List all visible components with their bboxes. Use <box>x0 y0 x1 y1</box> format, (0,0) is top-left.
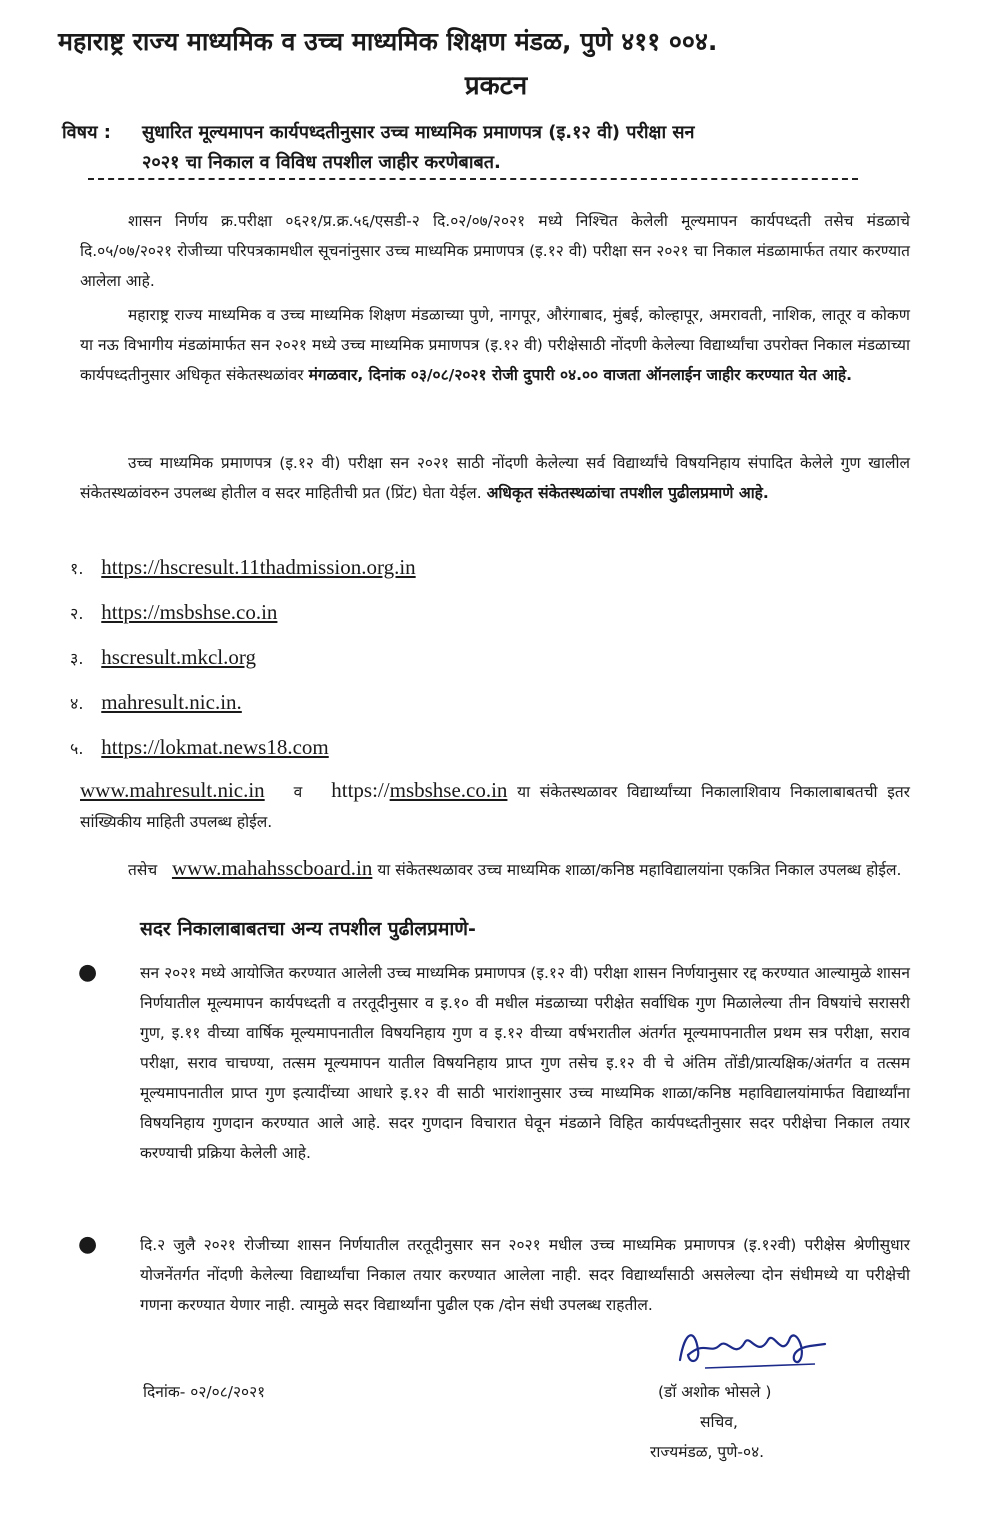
paragraph-2 <box>80 300 910 390</box>
subject-line-1: सुधारित मूल्यमापन कार्यपध्दतीनुसार उच्च माध्यमिक प्रमाणपत्र (इ.१२ वी) परीक्षा सन <box>142 122 695 143</box>
signatory-office: राज्यमंडळ, पुणे-०४. <box>650 1443 765 1461</box>
paragraph-3-bold: अधिकृत संकेतस्थळांचा तपशील पुढीलप्रमाणे आहे. <box>486 484 769 502</box>
issue-date: दिनांक- ०२/०८/२०२१ <box>143 1383 266 1401</box>
subject-block <box>62 118 862 178</box>
paragraph-5-pre: तसेच <box>128 861 158 879</box>
signatory-designation: सचिव, <box>700 1413 738 1431</box>
paragraph-2-text: महाराष्ट्र राज्य माध्यमिक व उच्च माध्यमिक शिक्षण मंडळाच्या पुणे, नागपूर, औरंगाबाद, मुंबई, कोल्हापूर, अमरावती, नाशिक, लातूर व कोकण या नऊ विभागीय मंडळांमार्फत सन २०२१ मध्ये उच्च माध्यमिक प्रमाणपत्र (इ.१२ वी) परीक्षेसाठी नोंदणी केलेल्या विद्यार्थ्यांचा उपरोक्त निकाल मंडळाच्या कार्यपध्दतीनुसार अधिकृत संकेतस्थळांवर <box>80 306 910 384</box>
list-item: ३. hscresult.mkcl.org <box>70 645 257 669</box>
list-item: १. https://hscresult.11thadmission.org.in <box>70 555 416 579</box>
website-link[interactable]: www.mahresult.nic.in <box>80 778 265 802</box>
website-link[interactable]: mahresult.nic.in. <box>101 690 242 714</box>
signatory-name: (डॉ अशोक भोसले ) <box>658 1383 772 1401</box>
website-link[interactable]: www.mahahsscboard.in <box>171 856 373 880</box>
paragraph-4 <box>80 775 910 837</box>
signature-icon <box>650 1320 860 1380</box>
conjunction: व <box>293 783 303 801</box>
website-link[interactable]: https://msbshse.co.in <box>101 600 278 624</box>
board-title: महाराष्ट्र राज्य माध्यमिक व उच्च माध्यमिक शिक्षण मंडळ, पुणे ४११ ००४. <box>58 27 718 56</box>
bullet-icon: ● <box>78 960 98 985</box>
website-list <box>70 550 416 775</box>
paragraph-2-bold: मंगळवार, दिनांक ०३/०८/२०२१ रोजी दुपारी ०४.०० वाजता ऑनलाईन जाहीर करण्यात येत आहे. <box>308 366 853 384</box>
subject-label: विषय : <box>62 122 111 143</box>
url-prefix: https:// <box>331 778 390 802</box>
paragraph-4-text: या संकेतस्थळावर विद्यार्थ्यांच्या निकालाशिवाय निकालाबाबतची इतर सांख्यिकीय माहिती उपलब्ध होईल. <box>80 783 910 831</box>
website-link[interactable]: https://hscresult.11thadmission.org.in <box>101 555 416 579</box>
bullet-point-2: दि.२ जुलै २०२१ रोजीच्या शासन निर्णयातील तरतूदीनुसार सन २०२१ मधील उच्च माध्यमिक प्रमाणपत्र (इ.१२वी) परीक्षेस श्रेणीसुधार योजनेंतर्गत नोंदणी केलेल्या विद्यार्थ्यांचा निकाल तयार करण्यात आलेला नाही. सदर विद्यार्थ्यांसाठी असलेल्या दोन संधीमध्ये या परीक्षेची गणना करण्यात येणार नाही. त्यामुळे सदर विद्यार्थ्यांना पुढील एक /दोन संधी उपलब्ध राहतील. <box>140 1236 910 1314</box>
bullet-icon: ● <box>78 1232 98 1257</box>
section-heading: सदर निकालाबाबतचा अन्य तपशील पुढीलप्रमाणे- <box>140 918 476 940</box>
list-item: ४. mahresult.nic.in. <box>70 690 242 714</box>
paragraph-5-text: या संकेतस्थळावर उच्च माध्यमिक शाळा/कनिष्ठ महाविद्यालयांना एकत्रित निकाल उपलब्ध होईल. <box>377 861 902 879</box>
bullet-point-1: सन २०२१ मध्ये आयोजित करण्यात आलेली उच्च माध्यमिक प्रमाणपत्र (इ.१२ वी) परीक्षा शासन निर्णयानुसार रद्द करण्यात आल्यामुळे शासन निर्णयातील मूल्यमापन कार्यपध्दती व तरतूदीनुसार व इ.१० वी मधील मंडळाच्या परीक्षेत सर्वाधिक गुण मिळालेल्या तीन विषयांचे सरासरी गुण, इ.११ वीच्या वार्षिक मूल्यमापनातील विषयनिहाय गुण व इ.१२ वीच्या वर्षभरातील अंतर्गत मूल्यमापनातील प्रथम सत्र परीक्षा, सराव परीक्षा, सराव चाचण्या, तत्सम मूल्यमापन यातील विषयनिहाय प्राप्त गुण तसेच इ.१२ वी चे अंतिम तोंडी/प्रात्यक्षिक/अंतर्गत व तत्सम मूल्यमापनातील प्राप्त गुण इत्यादींच्या आधारे इ.१२ वी साठी भारांशानुसार उच्च माध्यमिक शाळा/कनिष्ठ महाविद्यालयांमार्फत विद्यार्थ्यांना विषयनिहाय गुणदान करण्यात आले आहे. सदर गुणदान विचारात घेवून मंडळाने विहित कार्यपध्दतीनुसार सदर परीक्षेचा निकाल तयार करण्याची प्रक्रिया केलेली आहे. <box>140 964 910 1162</box>
divider <box>88 178 858 180</box>
website-link[interactable]: hscresult.mkcl.org <box>101 645 257 669</box>
paragraph-3 <box>80 448 910 508</box>
paragraph-5 <box>80 853 910 885</box>
list-item: २. https://msbshse.co.in <box>70 600 278 624</box>
website-link[interactable]: msbshse.co.in <box>389 778 508 802</box>
website-link[interactable]: https://lokmat.news18.com <box>101 735 329 759</box>
notice-heading: प्रकटन <box>464 71 528 101</box>
list-item: ५. https://lokmat.news18.com <box>70 735 329 759</box>
paragraph-3-text: उच्च माध्यमिक प्रमाणपत्र (इ.१२ वी) परीक्षा सन २०२१ साठी नोंदणी केलेल्या सर्व विद्यार्थ्यांचे विषयनिहाय संपादित केलेले गुण खालील संकेतस्थळांवरुन उपलब्ध होतील व सदर माहितीची प्रत (प्रिंट) घेता येईल. <box>80 454 910 502</box>
paragraph-1-text: शासन निर्णय क्र.परीक्षा ०६२१/प्र.क्र.५६/एसडी-२ दि.०२/०७/२०२१ मध्ये निश्चित केलेली मूल्यमापन कार्यपध्दती तसेच मंडळाचे दि.०५/०७/२०२१ रोजीच्या परिपत्रकामधील सूचनांनुसार उच्च माध्यमिक प्रमाणपत्र (इ.१२ वी) परीक्षा सन २०२१ चा निकाल मंडळामार्फत तयार करण्यात आलेला आहे. <box>80 212 910 290</box>
paragraph-1 <box>80 206 910 296</box>
subject-line-2: २०२१ चा निकाल व विविध तपशील जाहीर करणेबाबत. <box>142 152 501 173</box>
